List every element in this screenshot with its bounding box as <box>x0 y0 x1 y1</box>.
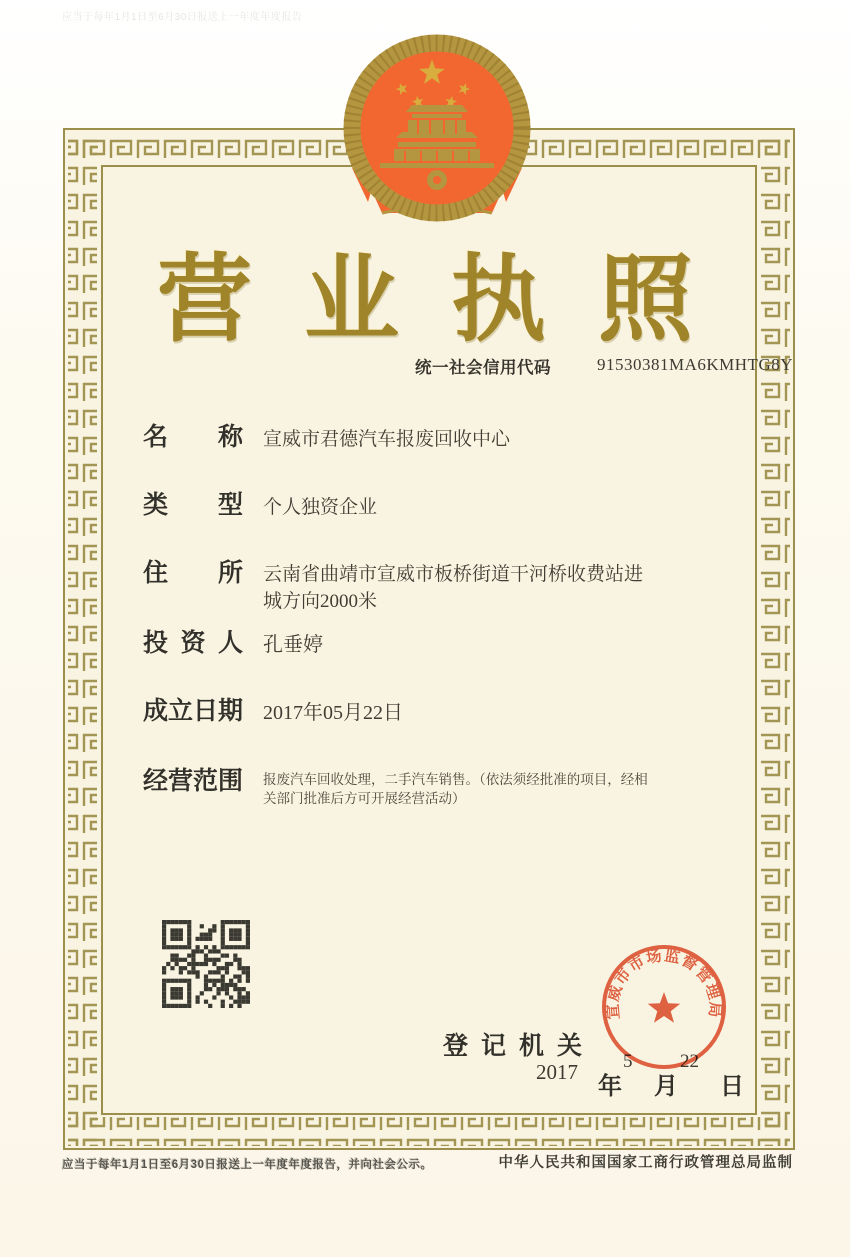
field-label-investor: 投 资 人 <box>143 629 243 657</box>
reg-date-month-unit: 月 <box>654 1073 678 1100</box>
credit-code-label: 统一社会信用代码 <box>415 359 551 377</box>
field-label-address: 住 所 <box>143 559 243 587</box>
field-label-name: 名 称 <box>143 423 243 451</box>
reg-date-year-unit: 年 <box>598 1073 622 1100</box>
qr-code <box>162 920 250 1008</box>
national-emblem-icon <box>337 28 537 223</box>
field-value-address: 云南省曲靖市宣威市板桥街道干河桥收费站进城方向2000米 <box>263 564 644 612</box>
official-seal <box>594 937 734 1077</box>
field-value-type: 个人独资企业 <box>263 497 378 518</box>
reg-date-year: 2017 <box>536 1060 578 1084</box>
reg-date-day: 22 <box>680 1051 699 1072</box>
field-label-type: 类 型 <box>143 491 243 519</box>
footer-annual-report-note: 应当于每年1月1日至6月30日报送上一年度年度报告，并向社会公示。 <box>62 1159 433 1171</box>
seal-star-icon <box>648 992 680 1023</box>
footer-issuer-note: 中华人民共和国国家工商行政管理总局监制 <box>498 1155 793 1171</box>
reg-date-day-unit: 日 <box>720 1073 744 1100</box>
field-value-name: 宣威市君德汽车报废回收中心 <box>263 429 511 450</box>
reg-date-month: 5 <box>623 1051 633 1072</box>
credit-code-value: 91530381MA6KMHTG8Y <box>597 355 793 374</box>
license-title: 营业执照 <box>156 245 745 355</box>
registration-authority-label: 登记机关 <box>443 1032 596 1060</box>
seal-text: 宣威市市场监督管理局 <box>604 947 724 1021</box>
field-value-established: 2017年05月22日 <box>263 702 403 724</box>
field-label-established: 成 立 日 期 <box>143 697 244 725</box>
field-value-scope: 报废汽车回收处理，二手汽车销售。（依法须经批准的项目，经相关部门批准后方可开展经营活动） <box>263 772 648 806</box>
ghost-print-text: 应当于每年1月1日至6月30日报送上一年度年度报告 <box>62 12 303 23</box>
field-label-scope: 经 营 范 围 <box>143 767 244 795</box>
field-value-investor: 孔垂婷 <box>263 634 323 656</box>
